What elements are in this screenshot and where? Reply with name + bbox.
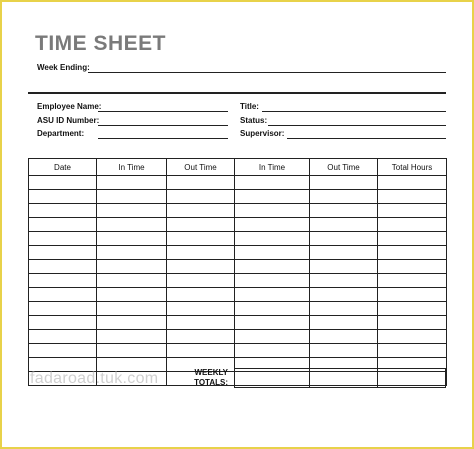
table-cell[interactable] [167, 302, 235, 316]
supervisor-line[interactable] [287, 138, 446, 139]
table-cell[interactable] [167, 316, 235, 330]
department-line[interactable] [98, 138, 228, 139]
table-cell[interactable] [29, 344, 97, 358]
table-cell[interactable] [235, 232, 310, 246]
table-cell[interactable] [378, 246, 447, 260]
table-header-row [29, 159, 447, 176]
title-label: Title: [240, 102, 259, 111]
employee-name-line[interactable] [98, 111, 228, 112]
table-cell[interactable] [235, 302, 310, 316]
supervisor-label: Supervisor: [240, 129, 285, 138]
table-cell[interactable] [310, 344, 378, 358]
table-cell[interactable] [235, 176, 310, 190]
table-row [29, 246, 447, 260]
table-cell[interactable] [29, 246, 97, 260]
table-cell[interactable] [235, 190, 310, 204]
table-cell[interactable] [167, 218, 235, 232]
table-row [29, 330, 447, 344]
table-row [29, 176, 447, 190]
column-header: Out Time [167, 159, 235, 176]
table-row [29, 274, 447, 288]
table-row [29, 344, 447, 358]
status-line[interactable] [268, 125, 446, 126]
table-cell[interactable] [97, 344, 167, 358]
weekly-total-in-cell[interactable] [234, 368, 310, 388]
table-cell[interactable] [378, 330, 447, 344]
table-cell[interactable] [378, 288, 447, 302]
weekly-total-hours-cell[interactable] [377, 368, 446, 388]
table-cell[interactable] [378, 176, 447, 190]
table-cell[interactable] [29, 218, 97, 232]
table-cell[interactable] [310, 302, 378, 316]
table-cell[interactable] [97, 246, 167, 260]
department-label: Department: [37, 129, 85, 138]
table-cell[interactable] [310, 274, 378, 288]
table-cell[interactable] [29, 288, 97, 302]
header-divider [28, 92, 446, 94]
table-row [29, 204, 447, 218]
column-header: Date [29, 159, 97, 176]
column-header: Total Hours [378, 159, 447, 176]
table-cell[interactable] [235, 260, 310, 274]
table-cell[interactable] [310, 204, 378, 218]
table-cell[interactable] [310, 330, 378, 344]
table-cell[interactable] [97, 260, 167, 274]
weekly-totals-row [234, 368, 446, 388]
table-cell[interactable] [310, 260, 378, 274]
table-row [29, 232, 447, 246]
table-body [29, 176, 447, 386]
table-cell[interactable] [97, 204, 167, 218]
table-cell[interactable] [235, 330, 310, 344]
table-cell[interactable] [378, 344, 447, 358]
table-cell[interactable] [167, 204, 235, 218]
table-cell[interactable] [29, 302, 97, 316]
table-cell[interactable] [235, 344, 310, 358]
time-sheet-table [28, 158, 447, 386]
table-cell[interactable] [29, 260, 97, 274]
table-row [29, 218, 447, 232]
title-line[interactable] [262, 111, 446, 112]
table-cell[interactable] [167, 260, 235, 274]
table-cell[interactable] [310, 176, 378, 190]
table-row [29, 302, 447, 316]
table-cell[interactable] [29, 274, 97, 288]
table-cell[interactable] [29, 316, 97, 330]
table-cell[interactable] [167, 232, 235, 246]
table-cell[interactable] [235, 204, 310, 218]
week-ending-line[interactable] [88, 72, 446, 73]
table-cell[interactable] [167, 246, 235, 260]
column-header: In Time [97, 159, 167, 176]
table-cell[interactable] [29, 190, 97, 204]
table-row [29, 260, 447, 274]
table-cell[interactable] [235, 316, 310, 330]
table-cell[interactable] [310, 232, 378, 246]
table-cell[interactable] [97, 190, 167, 204]
table-cell[interactable] [378, 302, 447, 316]
table-cell[interactable] [235, 274, 310, 288]
table-cell[interactable] [167, 288, 235, 302]
table-cell[interactable] [97, 316, 167, 330]
table-cell[interactable] [310, 218, 378, 232]
weekly-total-out-cell[interactable] [309, 368, 378, 388]
table-cell[interactable] [167, 190, 235, 204]
column-header: In Time [235, 159, 310, 176]
status-label: Status: [240, 116, 268, 125]
table-cell[interactable] [97, 302, 167, 316]
weekly-totals-label [178, 368, 228, 388]
table-row [29, 288, 447, 302]
table-cell[interactable] [29, 330, 97, 344]
table-cell[interactable] [167, 330, 235, 344]
table-cell[interactable] [29, 232, 97, 246]
table-cell[interactable] [310, 246, 378, 260]
table-cell[interactable] [310, 316, 378, 330]
table-cell[interactable] [378, 232, 447, 246]
table-cell[interactable] [167, 344, 235, 358]
week-ending-label: Week Ending: [37, 63, 90, 72]
table-cell[interactable] [378, 204, 447, 218]
table-row [29, 190, 447, 204]
table-cell[interactable] [310, 288, 378, 302]
table-cell[interactable] [97, 288, 167, 302]
table-cell[interactable] [97, 218, 167, 232]
table-cell[interactable] [378, 190, 447, 204]
asu-id-line[interactable] [98, 125, 228, 126]
table-cell[interactable] [378, 260, 447, 274]
asu-id-label: ASU ID Number: [37, 116, 100, 125]
weekly-totals-line2: TOTALS: [194, 378, 228, 387]
table-cell[interactable] [167, 176, 235, 190]
column-header: Out Time [310, 159, 378, 176]
table-cell[interactable] [378, 218, 447, 232]
table-cell[interactable] [29, 176, 97, 190]
table-cell[interactable] [29, 204, 97, 218]
table-cell[interactable] [235, 288, 310, 302]
table-cell[interactable] [378, 316, 447, 330]
table-cell[interactable] [97, 274, 167, 288]
employee-name-label: Employee Name: [37, 102, 102, 111]
table-cell[interactable] [97, 330, 167, 344]
table-cell[interactable] [97, 232, 167, 246]
table-cell[interactable] [235, 246, 310, 260]
weekly-totals-line1: WEEKLY [194, 368, 228, 377]
watermark-text: fadaroad.tuk.com [30, 370, 159, 387]
table-cell[interactable] [310, 190, 378, 204]
table-cell[interactable] [167, 274, 235, 288]
document-title: TIME SHEET [35, 32, 167, 55]
table-row [29, 316, 447, 330]
table-cell[interactable] [378, 274, 447, 288]
table-cell[interactable] [97, 176, 167, 190]
table-cell[interactable] [235, 218, 310, 232]
